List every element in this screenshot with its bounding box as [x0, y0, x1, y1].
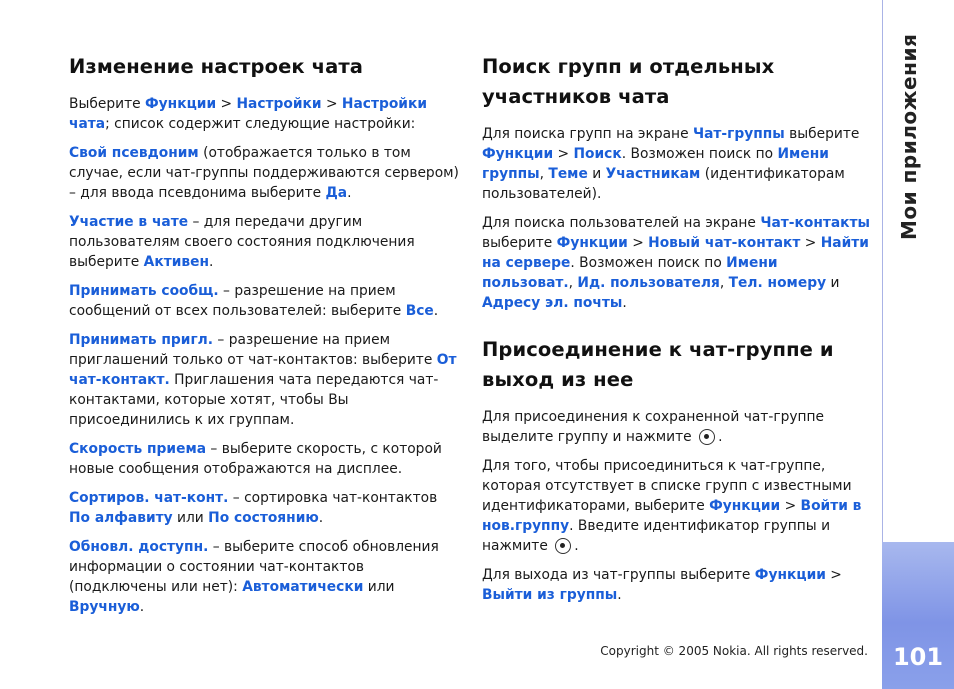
text: Выберите: [69, 96, 145, 112]
intro-paragraph: [69, 94, 461, 134]
text: – выберите скорость, с которой новые сообщения отображаются на дисплее.: [69, 441, 442, 477]
menu-term: Поиск: [573, 146, 622, 162]
menu-path-chat-settings: Настройки чата: [69, 96, 428, 132]
text: .: [347, 185, 352, 201]
text: или: [172, 510, 209, 526]
setting-chat-presence: [69, 212, 461, 272]
menu-term: Имени пользоват.: [482, 255, 778, 291]
text: >: [780, 498, 801, 514]
text: ,: [539, 166, 549, 182]
text: – сортировка чат-контактов: [228, 490, 438, 506]
menu-term: Выйти из группы: [482, 587, 618, 603]
menu-term: Новый чат-контакт: [648, 235, 801, 251]
menu-term: Функции: [556, 235, 628, 251]
text: Для того, чтобы присоединиться к чат-группе, которая отсутствует в списке групп с известными идентификаторами, выберите: [482, 458, 852, 514]
text: .: [574, 538, 579, 554]
leave-group-paragraph: [482, 565, 872, 605]
setting-nickname: [69, 143, 461, 203]
option-name: Все: [405, 303, 434, 319]
menu-term: Найти на сервере: [482, 235, 869, 271]
text: ; список содержит следующие настройки:: [105, 116, 416, 132]
menu-term: Функции: [709, 498, 781, 514]
setting-update-availability: [69, 537, 461, 617]
text: ,: [719, 275, 729, 291]
text: >: [321, 96, 342, 112]
setting-accept-messages: [69, 281, 461, 321]
section-title-vertical: Мои приложения: [897, 33, 921, 240]
text: Для поиска групп на экране: [482, 126, 693, 142]
menu-term: Ид. пользователя: [577, 275, 720, 291]
menu-term: Функции: [754, 567, 826, 583]
setting-name: Принимать сообщ.: [69, 283, 219, 299]
setting-name: Свой псевдоним: [69, 145, 199, 161]
search-groups-paragraph: [482, 124, 872, 204]
text: Приглашения чата передаются чат-контактами, которые хотят, чтобы Вы присоединились к их группам.: [69, 372, 439, 428]
page-number: 101: [892, 643, 944, 671]
setting-name: Обновл. доступн.: [69, 539, 209, 555]
menu-term: Функции: [482, 146, 554, 162]
section-heading-chat-settings: Изменение настроек чата: [69, 55, 364, 78]
menu-term: Теме: [548, 166, 588, 182]
text: .: [318, 510, 324, 526]
menu-term: Тел. номеру: [728, 275, 827, 291]
text: .: [433, 303, 439, 319]
select-key-icon: [555, 538, 571, 554]
text: Для поиска пользователей на экране: [482, 215, 761, 231]
text: >: [553, 146, 574, 162]
text: (отображается только в том случае, если чат-группы поддерживаются сервером) – для ввода псевдонима выберите: [69, 145, 459, 201]
section-heading-search: Поиск групп и отдельных участников чата: [482, 55, 775, 108]
text: .: [622, 295, 627, 311]
text: .: [718, 429, 723, 445]
text: и: [587, 166, 606, 182]
select-key-icon: [699, 429, 715, 445]
text: >: [216, 96, 237, 112]
text: >: [800, 235, 821, 251]
copyright-notice: Copyright © 2005 Nokia. All rights reserved.: [600, 644, 868, 658]
option-name: По состоянию: [208, 510, 319, 526]
option-name: Автоматически: [242, 579, 364, 595]
search-users-paragraph: [482, 213, 872, 313]
text: >: [825, 567, 842, 583]
text: .: [617, 587, 622, 603]
setting-name: Участие в чате: [69, 214, 189, 230]
text: и: [826, 275, 840, 291]
text: Для присоединения к сохраненной чат-группе выделите группу и нажмите: [482, 409, 825, 445]
text: .: [139, 599, 145, 615]
text: (идентификаторам пользователей).: [482, 166, 845, 202]
text: .: [209, 254, 214, 270]
setting-name: Принимать пригл.: [69, 332, 214, 348]
menu-term: Имени группы: [482, 146, 829, 182]
menu-term: Войти в нов.группу: [482, 498, 862, 534]
menu-term: Чат-группы: [692, 126, 785, 142]
menu-term: Адресу эл. почты: [482, 295, 623, 311]
join-saved-group-paragraph: [482, 407, 872, 447]
menu-path-settings: Настройки: [236, 96, 322, 112]
setting-message-speed: [69, 439, 461, 479]
text: – разрешение на прием приглашений только от чат-контактов: выберите: [69, 332, 437, 368]
section-heading-join-leave: Присоединение к чат-группе и выход из нее: [482, 338, 834, 391]
option-name: От чат-контакт.: [69, 352, 457, 388]
text: . Возможен поиск по: [570, 255, 727, 271]
menu-term: Чат-контакты: [760, 215, 871, 231]
right-column: [482, 52, 872, 614]
text: – для передачи другим пользователям своего состояния подключения выберите: [69, 214, 415, 270]
text: . Введите идентификатор группы и нажмите: [482, 518, 831, 554]
option-name: По алфавиту: [69, 510, 173, 526]
setting-accept-invites: [69, 330, 461, 430]
setting-name: Сортиров. чат-конт.: [69, 490, 229, 506]
text: выберите: [482, 235, 557, 251]
option-name: Да: [325, 185, 348, 201]
menu-path-functions: Функции: [145, 96, 217, 112]
setting-sort-contacts: [69, 488, 461, 528]
text: . Возможен поиск по: [621, 146, 778, 162]
text: ,: [568, 275, 578, 291]
text: – разрешение на прием сообщений от всех пользователей: выберите: [69, 283, 406, 319]
setting-name: Скорость приема: [69, 441, 207, 457]
join-new-group-paragraph: [482, 456, 872, 556]
text: или: [363, 579, 395, 595]
left-column: [69, 52, 461, 626]
text: Для выхода из чат-группы выберите: [482, 567, 755, 583]
menu-term: Участникам: [605, 166, 701, 182]
text: >: [627, 235, 649, 251]
option-name: Вручную: [69, 599, 140, 615]
text: выберите: [784, 126, 860, 142]
text: – выберите способ обновления информации о состоянии чат-контактов (подключены или нет):: [69, 539, 439, 595]
option-name: Активен: [143, 254, 209, 270]
